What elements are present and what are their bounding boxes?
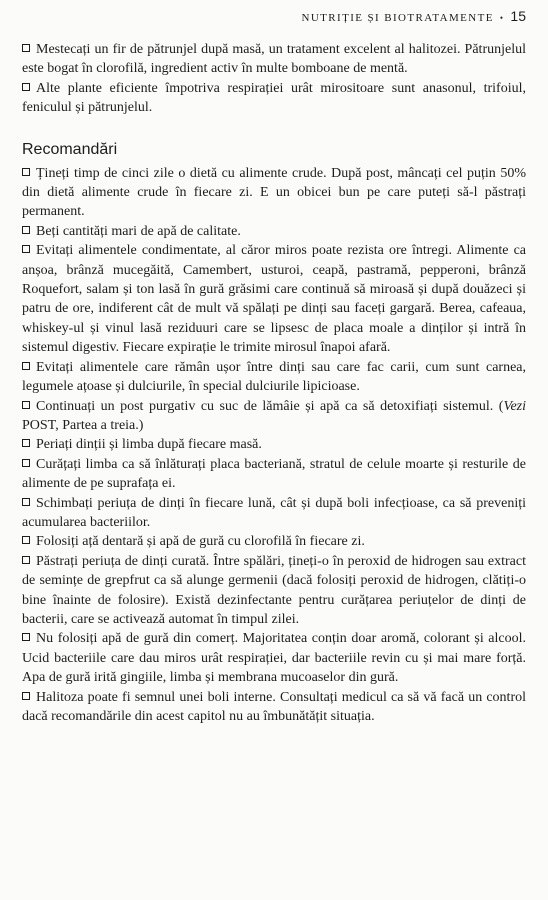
list-item: Nu folosiți apă de gură din comerț. Majoritatea conțin doar aromă, colorant și alcool. Ucid bacteriile care dau miros urât respirației, dar bacteriile revin cu și mai mare forță. Apa de gură irită gingiile, limba și membrana mucoaselor din gură.	[22, 631, 526, 686]
checkbox-bullet-icon	[22, 439, 30, 447]
running-title: NUTRIȚIE ȘI BIOTRATAMENTE	[301, 12, 494, 24]
list-item: Păstrați periuța de dinți curată. Între spălări, țineți-o în peroxid de hidrogen sau extract de semințe de grepfrut ca să alunge germenii (dacă folosiți peroxid de hidrogen, clătiți-o bine înainte de folosire). Există dezinfectante pentru curățarea periuțelor de dinți de bacterii, care se activează automat în timpul zilei.	[22, 553, 526, 627]
page-number: 15	[510, 8, 526, 24]
checkbox-bullet-icon	[22, 245, 30, 253]
separator-bullet: •	[499, 13, 505, 23]
checkbox-bullet-icon	[22, 498, 30, 506]
list-item: Schimbați periuța de dinți în fiecare lună, cât și după boli infecțioase, ca să preveniți acumularea bacteriilor.	[22, 495, 526, 530]
checkbox-bullet-icon	[22, 168, 30, 176]
checkbox-bullet-icon	[22, 556, 30, 564]
list-item: Folosiți ață dentară și apă de gură cu clorofilă în fiecare zi.	[22, 532, 526, 551]
checkbox-bullet-icon	[22, 83, 30, 91]
list-item: Continuați un post purgativ cu suc de lămâie și apă ca să detoxifiați sistemul. (Vezi POST, Partea a treia.)	[22, 398, 526, 433]
list-item: Mestecați un fir de pătrunjel după masă, un tratament excelent al halitozei. Pătrunjelul este bogat în clorofilă, ingredient activ în multe bomboane de mentă.	[22, 42, 526, 77]
checkbox-bullet-icon	[22, 44, 30, 52]
checkbox-bullet-icon	[22, 692, 30, 700]
checkbox-bullet-icon	[22, 536, 30, 544]
list-item: Țineți timp de cinci zile o dietă cu alimente crude. După post, mâncați cel puțin 50% din dietă alimente crude în fiecare zi. E un obicei bun pe care puteți să-l păstrați permanent.	[22, 165, 526, 220]
checkbox-bullet-icon	[22, 362, 30, 370]
checkbox-bullet-icon	[22, 401, 30, 409]
list-item: Curățați limba ca să înlăturați placa bacteriană, stratul de celule moarte și resturile de alimente de pe suprafața ei.	[22, 456, 526, 492]
list-item: Evitați alimentele care rămân ușor între dinți sau care fac carii, cum sunt carnea, legumele ațoase și dulciurile, în special dulciurile lipicioase.	[22, 359, 526, 395]
running-head	[301, 8, 526, 24]
section-heading: Recomandări	[22, 140, 118, 158]
list-item: Periați dinții și limba după fiecare masă.	[22, 435, 526, 454]
list-item: Evitați alimentele condimentate, al căror miros poate rezista ore întregi. Alimente ca anșoa, brânză mucegăită, Camembert, usturoi, ceapă, pastramă, pepperoni, brânză Roquefort, salam și ton lasă în gură grăsimi care continuă să miroasă și după douăzeci și patru de ore, indiferent cât de mult vă spălați pe dinți sau faceți gargară. Berea, cafeaua, whiskey-ul și vinul lasă reziduuri care se lipsesc de placa moale a dinților și intră în sistemul digestiv. Fiecare expirație le trimite mirosul înapoi afară.	[22, 243, 526, 356]
list-item: Halitoza poate fi semnul unei boli interne. Consultați medicul ca să vă facă un control dacă recomandările din acest capitol nu au îmbunătățit situația.	[22, 689, 526, 724]
page-body	[22, 40, 526, 726]
checkbox-bullet-icon	[22, 226, 30, 234]
checkbox-bullet-icon	[22, 633, 30, 641]
checkbox-bullet-icon	[22, 459, 30, 467]
list-item: Alte plante eficiente împotriva respirației urât mirositoare sunt anasonul, trifoiul, feniculul și pătrunjelul.	[22, 80, 526, 116]
list-item: Beți cantități mari de apă de calitate.	[22, 222, 526, 241]
cross-reference-italic: Vezi	[503, 398, 526, 414]
